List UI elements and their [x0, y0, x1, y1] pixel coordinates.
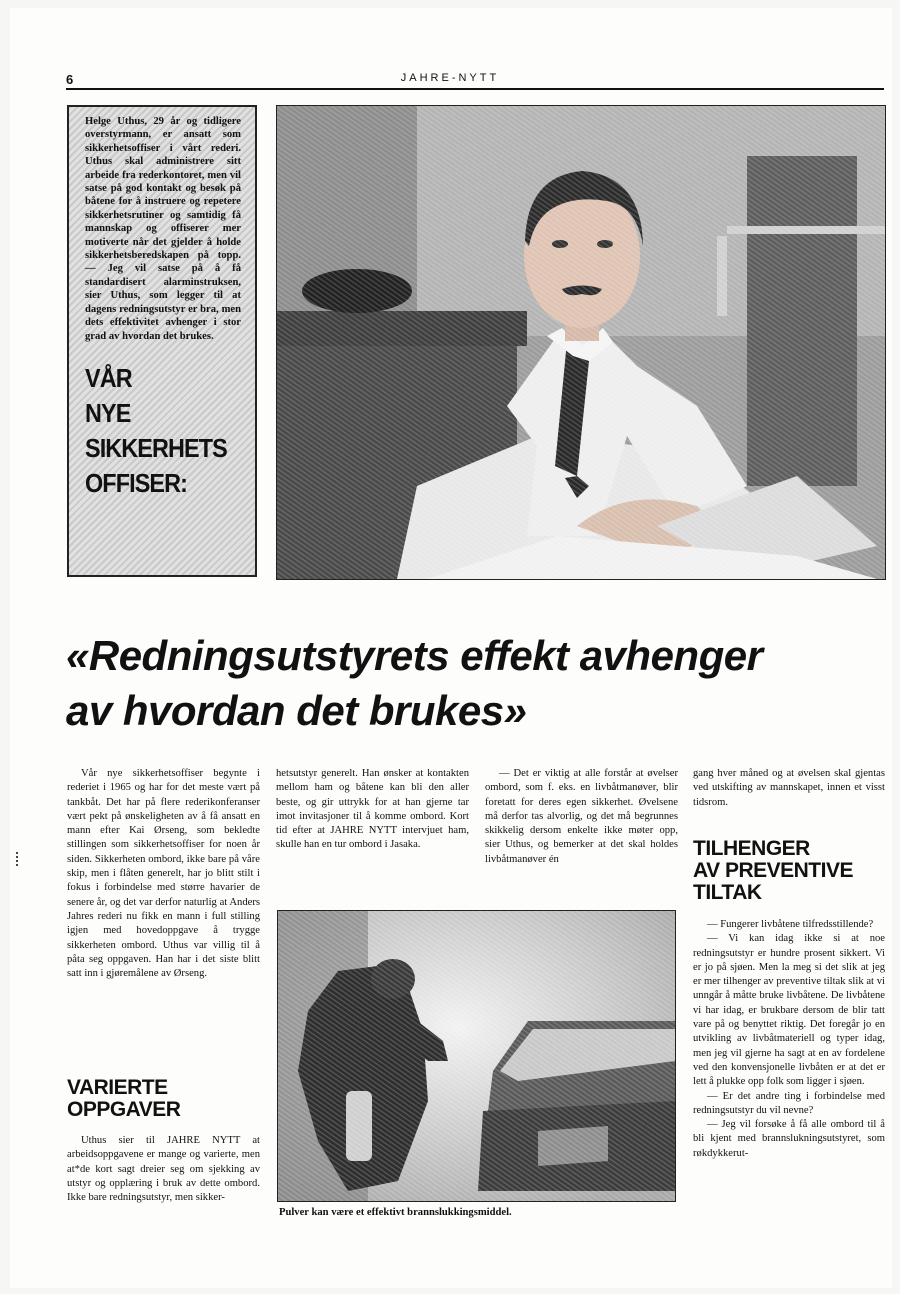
subheading-line: TILHENGER	[693, 837, 810, 860]
subheading-line: OPPGAVER	[67, 1098, 181, 1121]
body-paragraph: Vår nye sikkerhetsoffiser begynte i rederiet i 1965 og har for det meste vært på tankbåt. Det har på flere rederikonferanser vært pekt på ønskeligheten av å få ansatt en mann efter Kai Ørseng, som bekledte stillingen som sikkerhetsoffiser for noen år siden. Sikkerheten ombord, ikke bare på våre skip, men i flåten generelt, har jo blitt stilt i fokus i forbindelse med større havarier de senere år, og det var derfor naturlig at Anders Jahres rederi nu fikk en mann i full stilling igjen med hovedoppgave å trygge sikkerheten ombord. Uthus var villig til å påta seg oppgaven. Han har i det siste blitt satt inn i gjøremålene av Ørseng.	[67, 768, 260, 980]
portrait-photo	[276, 105, 886, 580]
body-paragraph: — Jeg vil forsøke å få alle ombord til å bli kjent med brannslukningsutstyret, som røkdykkerut-	[693, 1119, 885, 1159]
page-number: 6	[66, 72, 74, 87]
body-paragraph: Uthus sier til JAHRE NYTT at arbeidsoppgavene er mange og varierte, men at*de kort sagt dreier seg om sjekking av utstyr og opplæring i bruk av dette ombord. Ikke bare redningsutstyr, men sikker-	[67, 1135, 260, 1204]
intro-heading-line: NYE	[85, 397, 131, 428]
header-rule	[66, 88, 884, 90]
intro-box	[67, 105, 257, 577]
body-paragraph: — Det er viktig at alle forstår at øvelser ombord, som f. eks. en livbåtmanøver, blir foretatt for deres egen sikkerhet. Øvelsene må derfor tas alvorlig, og det må begrunnes skikkelig dersom enkelte ikke møter opp, sier Uthus, og bemerker at det skal holdes livbåtmanøver én	[485, 768, 678, 865]
subheading-line: VARIERTE	[67, 1076, 168, 1099]
subheading-line: TILTAK	[693, 881, 762, 904]
subheading-tilhenger	[693, 838, 853, 904]
running-head: JAHRE-NYTT	[400, 72, 500, 84]
scan-margin-mark	[16, 852, 22, 866]
article-column-4-continued	[693, 918, 885, 1161]
fire-extinguishing-photo	[277, 910, 676, 1202]
article-column-2	[276, 767, 469, 853]
fire-photo-illustration	[278, 911, 675, 1201]
intro-text: Helge Uthus, 29 år og tidligere overstyrmann, er ansatt som sikkerhetsoffiser i vårt rederi. Uthus skal administrere sitt arbeide fra rederkontoret, men vil satse på god kontakt og besøk på båtene for å instruere og repetere sikkerhetsrutiner og samtidig få mannskap og offiserer mer motiverte når det gjelder å holde sikkerhetsberedskapen på topp. — Jeg vil satse på å få standardisert alarminstruksen, sier Uthus, som legger til at dagens redningsutstyr er bra, men dets effektivitet avhenger i stor grad av hvordan det brukes.	[85, 116, 241, 342]
photo-caption: Pulver kan være et effektivt brannslukkingsmiddel.	[279, 1207, 512, 1218]
intro-heading	[85, 361, 225, 501]
body-paragraph: gang hver måned og at øvelsen skal gjentas ved utskifting av mannskapet, innen et visst tidsrom.	[693, 768, 885, 808]
intro-heading-line: SIKKERHETS	[85, 432, 227, 463]
body-paragraph: hetsutstyr generelt. Han ønsker at kontakten mellom ham og båtene kan bli den aller beste, og gir uttrykk for at han gjerne tar imot invitasjoner til å komme ombord. Kort tid efter at JAHRE NYTT intervjuet ham, skulle han en tur ombord i Jasaka.	[276, 768, 469, 851]
body-paragraph: — Vi kan idag ikke si at noe redningsutstyr er hundre prosent sikkert. Vi er jo på sjøen. Men la meg si det slik at jeg er mer tilhenger av preventive tiltak slik at vi unngår å måtte bruke livbåtene. De livbåtene vi har idag, er brukbare dersom de blir tatt vare på og benyttet riktig. Det foregår jo en utvikling av livbåtmateriell og typer idag, men jeg vil gjerne ha sagt at en av fordelene ved den konvensjonelle livbåten er at det er lett å plukke opp folk som ligger i sjøen.	[693, 933, 885, 1088]
article-column-3	[485, 767, 678, 867]
article-column-1-continued	[67, 1134, 260, 1205]
article-column-4	[693, 767, 885, 810]
headline-line: «Redningsutstyrets effekt avhenger	[66, 632, 763, 679]
subheading-line: AV PREVENTIVE	[693, 859, 853, 882]
body-paragraph: — Fungerer livbåtene tilfredsstillende?	[707, 919, 874, 930]
headline-line: av hvordan det brukes»	[66, 687, 527, 734]
body-paragraph: — Er det andre ting i forbindelse med redningsutstyr du vil nevne?	[693, 1090, 885, 1116]
intro-heading-line: OFFISER:	[85, 467, 188, 498]
article-column-1	[67, 767, 260, 981]
headline	[66, 628, 896, 738]
intro-heading-line: VÅR	[85, 362, 132, 393]
subheading-varierte-oppgaver	[67, 1077, 180, 1121]
portrait-photo-illustration	[277, 106, 885, 579]
